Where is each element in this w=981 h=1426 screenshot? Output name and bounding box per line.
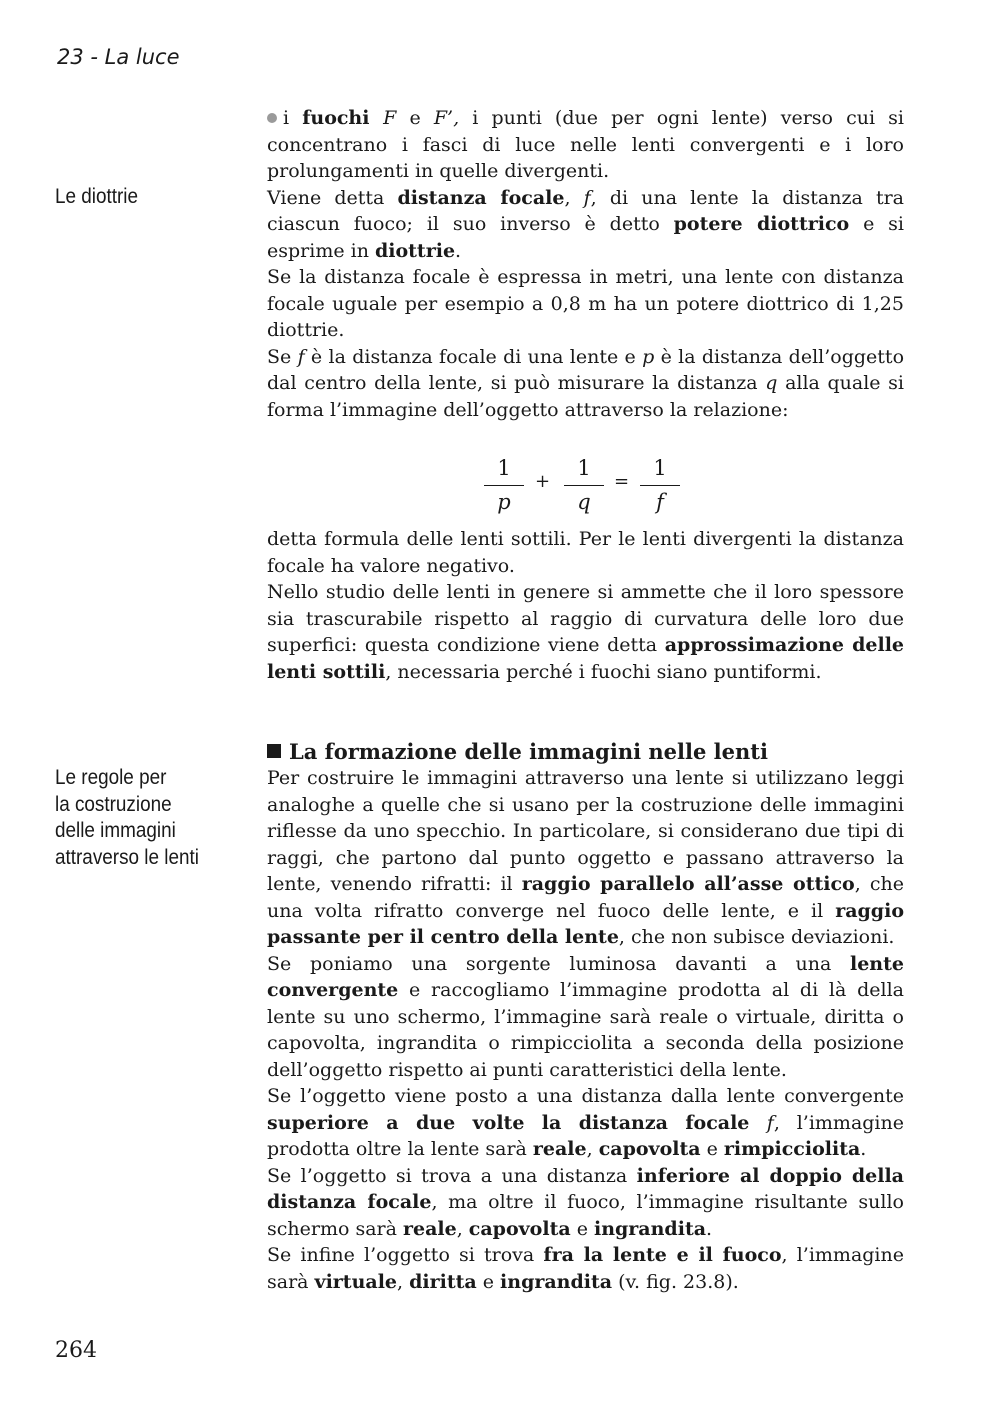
text-run: e [476, 1270, 501, 1293]
text-run: Se infine l’oggetto si trova [267, 1244, 544, 1266]
text-run: Se poniamo una sorgente luminosa davanti a una [267, 952, 850, 975]
plus-sign: + [535, 471, 551, 492]
bold-term: diottrie [374, 239, 456, 262]
bold-term: reale [402, 1217, 457, 1240]
text-run: , che non subisce deviazioni. [618, 926, 895, 948]
text-run: e [700, 1138, 724, 1160]
italic-symbol: f [766, 1111, 774, 1134]
section-heading [267, 738, 904, 766]
bold-term: raggio passante per il centro della lente [267, 899, 904, 948]
section-title: La formazione delle immagini nelle lenti [289, 739, 768, 764]
paragraph-metri [267, 264, 904, 344]
paragraph-fra-lente-fuoco [267, 1242, 904, 1295]
text-run: detta formula delle lenti sottili. Per le lenti divergenti la distanza focale ha valore negativo. [267, 528, 904, 577]
paragraph-lente-convergente [267, 951, 904, 1084]
bold-term: superiore a due volte la distanza focale [267, 1111, 767, 1134]
text-run: è la distanza dell’oggetto dal centro della lente, si può misurare la distanza [267, 345, 905, 394]
text-run: , che una volta rifratto converge nel fuoco delle lente, e il [267, 873, 905, 922]
text-block-lenses [267, 105, 904, 423]
text-run: Se l’oggetto viene posto a una distanza dalla lente convergente [267, 1085, 904, 1107]
text-run: e raccogliamo l’immagine prodotta al di là della lente su uno schermo, l’immagine sarà reale o virtuale, diritta o capovolta, ingrandita o rimpicciolita a seconda della posizione dell’oggetto rispetto ai punti caratteristici della lente. [267, 979, 904, 1081]
text-run: . [706, 1217, 713, 1240]
italic-symbol: F’, [433, 107, 460, 129]
bold-term: diritta [409, 1270, 477, 1293]
bold-term: lente convergente [267, 952, 904, 1001]
text-run: , di una lente la distanza tra ciascun fuoco; il suo inverso è detto [267, 186, 904, 235]
numerator: 1 [497, 456, 511, 480]
bold-term: inferiore al doppio della distanza focale [267, 1164, 904, 1213]
paragraph-oltre-doppio [267, 1083, 904, 1163]
equals-sign: = [614, 471, 630, 492]
page-number: 264 [55, 1338, 97, 1363]
bullet-icon [267, 113, 277, 123]
bold-term: raggio parallelo all’asse ottico [521, 873, 855, 895]
text-run: , l’immagine sarà [267, 1244, 904, 1293]
bold-term: rimpicciolita [723, 1138, 861, 1160]
square-bullet-icon [267, 744, 281, 758]
bold-term: distanza focale [397, 186, 565, 209]
text-run: , ma oltre il fuoco, l’immagine risultante sullo schermo sarà [267, 1191, 904, 1240]
text-run: e si esprime in [267, 213, 904, 262]
bold-term: potere diottrico [673, 213, 850, 235]
text-run: Nello studio delle lenti in genere si ammette che il loro spessore sia trascurabile rispetto al raggio di curvatura delle loro due superfici: questa condizione viene detta [267, 581, 904, 656]
thin-lens-formula [480, 452, 690, 518]
text-run: Per costruire le immagini attraverso una lente si utilizzano leggi analoghe a quelle che si usano per la costruzione delle immagini riflesse da uno specchio. In particolare, si considerano due tipi di raggi, che partono dal punto oggetto e passano attraverso la lente, venendo rifratti: il [267, 767, 904, 895]
bold-term: fuochi [302, 107, 384, 129]
fraction-bar [484, 485, 524, 486]
bold-term: approssimazione delle lenti sottili [267, 634, 904, 683]
text-run: i punti (due per ogni lente) verso cui si concentrano i fasci di luce nelle lenti convergenti e i loro prolungamenti in quelle divergenti. [267, 107, 904, 182]
text-run: . [860, 1138, 867, 1160]
bold-term: capovolta [598, 1138, 701, 1160]
margin-note-line: attraverso le lenti [55, 845, 199, 869]
running-header: 23 - La luce [57, 45, 180, 69]
bold-term: virtuale [314, 1270, 398, 1293]
margin-note-diottrie [55, 184, 235, 211]
bold-term: fra la lente e il fuoco [543, 1244, 782, 1266]
margin-note-line: Le diottrie [55, 185, 139, 208]
text-run: i [283, 107, 303, 129]
paragraph-raggi [267, 765, 904, 951]
numerator: 1 [577, 456, 591, 480]
italic-symbol: f [583, 186, 591, 209]
fraction-bar [640, 485, 680, 486]
bold-term: reale [532, 1138, 587, 1160]
italic-symbol: f [297, 345, 305, 368]
text-run: , [564, 186, 584, 209]
text-run: , [586, 1138, 599, 1160]
text-run: , l’immagine prodotta oltre la lente sarà [267, 1111, 904, 1160]
numerator: 1 [653, 456, 667, 480]
bold-term: ingrandita [593, 1217, 707, 1240]
text-run: (v. fig. 23.8). [612, 1270, 739, 1293]
bold-term: capovolta [468, 1217, 571, 1240]
text-run: Viene detta [267, 186, 398, 209]
paragraph-formula-note [267, 526, 904, 579]
text-run: Se l’oggetto si trova a una distanza [267, 1164, 637, 1187]
text-block-image-formation [267, 765, 904, 1295]
margin-note-regole [55, 765, 235, 871]
text-run: , necessaria perché i fuochi siano puntiformi. [385, 660, 822, 683]
text-run: Se [267, 345, 298, 368]
text-run: alla quale si forma l’immagine dell’oggetto attraverso la relazione: [267, 372, 904, 421]
text-block-thin-lens [267, 526, 904, 685]
paragraph-distanza-focale [267, 185, 904, 265]
paragraph-approssimazione [267, 579, 904, 685]
margin-note-line: la costruzione [55, 792, 172, 816]
italic-symbol: p [642, 345, 655, 368]
denominator-p: p [497, 490, 511, 514]
text-run: , [456, 1217, 469, 1240]
italic-symbol: q [765, 372, 778, 394]
text-run: . [455, 239, 462, 262]
paragraph-fuochi [267, 105, 904, 185]
text-run: e [570, 1217, 594, 1240]
fraction-bar [564, 485, 604, 486]
bold-term: ingrandita [500, 1270, 613, 1293]
denominator-f: f [656, 490, 664, 514]
text-run: , [397, 1270, 410, 1293]
paragraph-relazione [267, 344, 904, 424]
margin-note-line: Le regole per [55, 766, 167, 789]
italic-symbol: F [383, 107, 397, 129]
text-run: e [396, 107, 434, 129]
text-run: è la distanza focale di una lente e [304, 345, 643, 368]
margin-note-line: delle immagini [55, 819, 176, 842]
text-run: Se la distanza focale è espressa in metri, una lente con distanza focale uguale per esempio a 0,8 m ha un potere diottrico di 1,25 diottrie. [267, 266, 904, 341]
denominator-q: q [577, 490, 591, 514]
paragraph-inferiore-doppio [267, 1163, 904, 1243]
